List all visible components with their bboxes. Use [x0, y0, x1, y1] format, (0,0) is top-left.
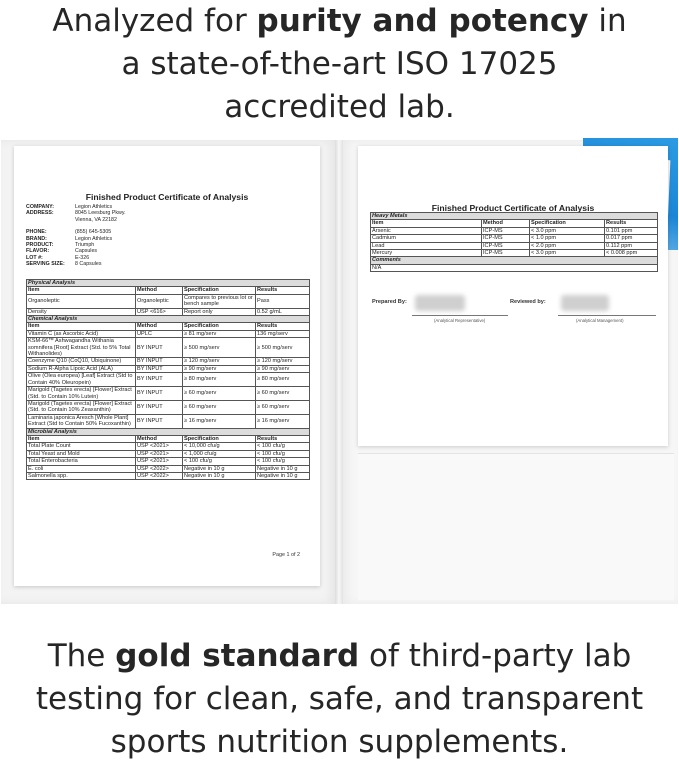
table-cell: Sodium R-Alpha Lipoic Acid (ALA): [27, 365, 136, 372]
bottom-headline-line-1: [0, 635, 679, 678]
bottom-headline-text: The: [47, 638, 116, 674]
table-cell: ≥ 60 mg/serv: [256, 400, 310, 414]
top-headline-line-3: accredited lab.: [224, 89, 455, 125]
table-cell: < 100 cfu/g: [256, 458, 310, 465]
table-cell: ≥ 81 mg/serv: [183, 330, 256, 337]
table-cell: ≥ 60 mg/serv: [183, 387, 256, 401]
table-cell: Organoleptic: [136, 294, 183, 308]
table-cell: < 100 cfu/g: [256, 450, 310, 457]
info-row: [26, 217, 126, 223]
column-header: Specification: [183, 287, 256, 294]
table-cell: ≥ 90 mg/serv: [183, 365, 256, 372]
column-header: Specification: [530, 220, 605, 227]
table-cell: USP <2021>: [136, 443, 183, 450]
reviewed-by-label: Reviewed by:: [510, 299, 546, 305]
table-cell: Negative in 10 g: [256, 465, 310, 472]
column-header-row: [27, 323, 310, 330]
column-header: Method: [136, 323, 183, 330]
table-cell: Compares to previous lot or bench sample: [183, 294, 256, 308]
table-cell: < 3.0 ppm: [530, 250, 605, 257]
reviewed-by-caption: (Analytical Management): [576, 318, 624, 323]
table-cell: ICP-MS: [482, 250, 530, 257]
table-cell: Organoleptic: [27, 294, 136, 308]
table-cell: BY INPUT: [136, 387, 183, 401]
section-header-row: [371, 213, 658, 220]
info-key: [26, 217, 75, 223]
table-cell: Marigold (Tagetes erecta) [Flower] Extract (Std. to Contain 10% Lutein): [27, 387, 136, 401]
top-headline-text: in: [588, 3, 627, 39]
table-cell: ≥ 500 mg/serv: [183, 338, 256, 358]
table-row: [27, 465, 310, 472]
column-header: Method: [482, 220, 530, 227]
table-cell: ≥ 80 mg/serv: [256, 373, 310, 387]
table-cell: E. coli: [27, 465, 136, 472]
table-cell: ≥ 80 mg/serv: [183, 373, 256, 387]
table-cell: ICP-MS: [482, 235, 530, 242]
table-cell: USP <2022>: [136, 472, 183, 479]
section-header-row: [27, 428, 310, 435]
info-value: Legion Athletics: [75, 235, 113, 242]
top-headline-text: Analyzed for: [52, 3, 257, 39]
table-cell: < 1.0 ppm: [530, 235, 605, 242]
table-cell: USP <2021>: [136, 458, 183, 465]
table-cell: BY INPUT: [136, 414, 183, 428]
section-header: Physical Analysis: [27, 280, 310, 287]
coa-page-2: [358, 146, 668, 446]
table-cell: Lead: [371, 242, 482, 249]
info-key: PHONE:: [26, 229, 47, 236]
table-cell: < 3.0 ppm: [530, 227, 605, 234]
info-key: PRODUCT:: [26, 242, 54, 249]
table-row: [371, 250, 658, 257]
top-headline-line-2: a state-of-the-art ISO 17025: [121, 46, 558, 82]
info-value: Legion Athletics: [75, 204, 113, 210]
prepared-by-caption: (Analytical Representative): [434, 318, 486, 323]
table-cell: BY INPUT: [136, 365, 183, 372]
table-cell: ≥ 60 mg/serv: [183, 400, 256, 414]
coa-results-table: [26, 279, 310, 480]
column-header: Method: [136, 287, 183, 294]
signature-line: [412, 315, 508, 316]
table-row: [27, 387, 310, 401]
column-header: Item: [371, 220, 482, 227]
table-row: [27, 294, 310, 308]
table-cell: Negative in 10 g: [183, 472, 256, 479]
column-header: Results: [256, 287, 310, 294]
table-cell: ≥ 120 mg/serv: [256, 358, 310, 365]
coa-title: Finished Product Certificate of Analysis: [85, 192, 249, 202]
table-cell: < 100 cfu/g: [256, 443, 310, 450]
table-cell: USP <2022>: [136, 465, 183, 472]
table-row: [27, 358, 310, 365]
table-row: [371, 235, 658, 242]
bottom-headline: [0, 635, 679, 764]
table-row: [27, 338, 310, 358]
prepared-by-signature: [415, 295, 465, 311]
document-folder: [1, 138, 678, 604]
column-header-row: [371, 220, 658, 227]
table-cell: 0.52 g/mL: [256, 308, 310, 315]
table-cell: BY INPUT: [136, 358, 183, 365]
column-header-row: [27, 435, 310, 442]
section-header-row: [371, 257, 658, 264]
info-value: E-326: [75, 254, 90, 261]
table-cell: < 10,000 cfu/g: [183, 443, 256, 450]
table-cell: UPLC: [136, 330, 183, 337]
table-cell: ≥ 500 mg/serv: [256, 338, 310, 358]
table-cell: Negative in 10 g: [183, 465, 256, 472]
table-cell: ≥ 16 mg/serv: [183, 414, 256, 428]
heavy-metals-table: [370, 212, 658, 272]
folder-spine: [335, 140, 343, 604]
table-cell: < 0.008 ppm: [605, 250, 658, 257]
table-cell: BY INPUT: [136, 338, 183, 358]
table-cell: Marigold (Tagetes erecta) [Flower] Extract (Std. to Contain 10% Zeaxanthin): [27, 400, 136, 414]
section-header: Microbial Analysis: [27, 428, 310, 435]
coa-title: Finished Product Certificate of Analysis: [431, 203, 595, 213]
table-cell: < 2.0 ppm: [530, 242, 605, 249]
table-cell: ≥ 120 mg/serv: [183, 358, 256, 365]
page-number: Page 1 of 2: [272, 552, 300, 558]
section-header-row: [27, 316, 310, 323]
table-cell: Cadmium: [371, 235, 482, 242]
coa-info-block: [26, 204, 126, 268]
comments-value: N/A: [371, 264, 658, 271]
info-key: BRAND:: [26, 235, 47, 242]
table-cell: 0.112 ppm: [605, 242, 658, 249]
table-cell: Salmonella spp.: [27, 472, 136, 479]
column-header: Method: [136, 435, 183, 442]
table-cell: KSM-66™ Ashwagandha Withania somnifera [Root] Extract (Std. to 5% Total Withanolides): [27, 338, 136, 358]
table-cell: ≥ 60 mg/serv: [256, 387, 310, 401]
column-header: Results: [256, 323, 310, 330]
table-cell: Vitamin C (as Ascorbic Acid): [27, 330, 136, 337]
table-row: [371, 227, 658, 234]
coa-page-1: [14, 146, 320, 586]
info-value: Vienna, VA 22182: [75, 216, 117, 223]
info-key: FLAVOR:: [26, 248, 50, 255]
signature-line: [558, 315, 656, 316]
table-row: [27, 458, 310, 465]
folder-pocket: [358, 453, 674, 600]
top-headline-line-1: [0, 0, 679, 43]
table-row: [27, 330, 310, 337]
table-cell: Mercury: [371, 250, 482, 257]
table-cell: USP <616>: [136, 308, 183, 315]
column-header: Item: [27, 287, 136, 294]
table-cell: ICP-MS: [482, 227, 530, 234]
info-key: LOT #:: [26, 254, 43, 261]
column-header: Item: [27, 435, 136, 442]
table-cell: ≥ 16 mg/serv: [256, 414, 310, 428]
table-row: [27, 400, 310, 414]
table-cell: Total Yeast and Mold: [27, 450, 136, 457]
column-header: Results: [256, 435, 310, 442]
top-headline: [0, 0, 679, 129]
table-cell: ICP-MS: [482, 242, 530, 249]
section-header: Heavy Metals: [371, 213, 658, 220]
column-header: Specification: [183, 435, 256, 442]
table-cell: < 100 cfu/g: [183, 458, 256, 465]
table-cell: Negative in 10 g: [256, 472, 310, 479]
table-cell: < 1,000 cfu/g: [183, 450, 256, 457]
table-row: [27, 373, 310, 387]
table-cell: Total Plate Count: [27, 443, 136, 450]
info-value: 8 Capsules: [75, 261, 102, 268]
table-row: [27, 308, 310, 315]
info-value: Capsules: [75, 248, 98, 255]
info-key: SERVING SIZE:: [26, 261, 65, 268]
info-row: [26, 261, 126, 267]
info-value: Triumph: [75, 242, 95, 249]
bottom-headline-text: of third-party lab: [359, 638, 632, 674]
table-cell: Density: [27, 308, 136, 315]
info-value: (855) 645-5305: [75, 229, 112, 236]
column-header: Item: [27, 323, 136, 330]
table-cell: BY INPUT: [136, 400, 183, 414]
info-key: ADDRESS:: [26, 210, 54, 217]
prepared-by-label: Prepared By:: [372, 299, 407, 305]
table-row: [27, 414, 310, 428]
table-row: [371, 242, 658, 249]
bottom-headline-line-2: testing for clean, safe, and transparent: [35, 681, 644, 717]
section-header-row: [27, 280, 310, 287]
table-cell: USP <2021>: [136, 450, 183, 457]
table-row: [27, 472, 310, 479]
table-cell: 136 mg/serv: [256, 330, 310, 337]
reviewed-by-signature: [561, 295, 609, 311]
table-cell: Arsenic: [371, 227, 482, 234]
table-cell: Total Enterobacteria: [27, 458, 136, 465]
bottom-headline-line-3: sports nutrition supplements.: [110, 724, 569, 760]
table-row: [371, 264, 658, 271]
table-row: [27, 365, 310, 372]
column-header: Results: [605, 220, 658, 227]
table-cell: Report only: [183, 308, 256, 315]
table-cell: Pass: [256, 294, 310, 308]
info-value: 8045 Leesburg Pkwy.: [75, 210, 126, 217]
table-cell: ≥ 90 mg/serv: [256, 365, 310, 372]
table-row: [27, 443, 310, 450]
column-header: Specification: [183, 323, 256, 330]
column-header-row: [27, 287, 310, 294]
table-cell: Coenzyme Q10 (CoQ10, Ubiquinone): [27, 358, 136, 365]
table-row: [27, 450, 310, 457]
table-cell: 0.017 ppm: [605, 235, 658, 242]
table-cell: BY INPUT: [136, 373, 183, 387]
table-cell: Olive (Olea europea) [Leaf] Extract (Std to Contain 40% Oleuropein): [27, 373, 136, 387]
bottom-headline-emphasis: gold standard: [115, 638, 360, 674]
section-header: Comments: [371, 257, 658, 264]
info-key: COMPANY:: [26, 204, 55, 210]
table-cell: Laminaria japonica Aresch [Whole Plant] Extract (Std to Contain 50% Fucoxanthin): [27, 414, 136, 428]
table-cell: 0.101 ppm: [605, 227, 658, 234]
top-headline-emphasis: purity and potency: [256, 3, 589, 39]
section-header: Chemical Analysis: [27, 316, 310, 323]
